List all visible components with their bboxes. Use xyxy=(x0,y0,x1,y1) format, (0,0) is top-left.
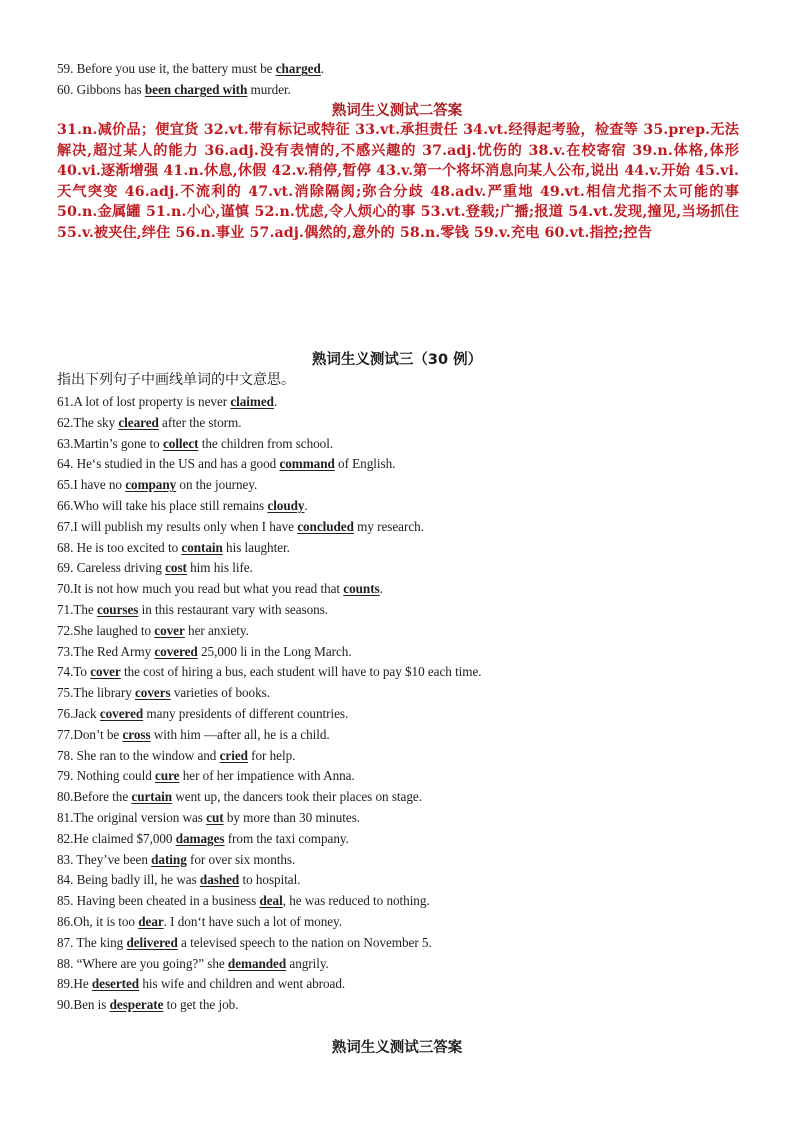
underlined-word: desperate xyxy=(109,997,164,1013)
underlined-word: cross xyxy=(122,726,151,742)
underlined-word: collect xyxy=(162,435,199,451)
underlined-word: cleared xyxy=(118,414,159,430)
underlined-word: cloudy xyxy=(267,497,305,513)
underlined-word: deal xyxy=(259,893,283,909)
question-line: 75.The library covers varieties of books. xyxy=(57,685,270,701)
question-line: 83. They’ve been dating for over six months. xyxy=(57,851,296,867)
answers2-text: 31.n.减价品；便宜货 32.vt.带有标记或特征 33.vt.承担责任 34.vt.经得起考验，检查等 35.prep.无法解决,超过某人的能力 36.adj.没有表情的,不感兴趣的 37.adj.忧伤的 38.v.在校寄宿 39.n.体格,体形 40.vi.逐渐增强 41.n.休息,休假 42.v.稍停,暂停 43.v.第一个将坏消息向某人公布,说出 44.v.开始 45.vi.天气突变 46.adj.不流利的 47.vt.消除隔阂;弥合分歧 48.adv.严重地 49.vt.相信尤指不太可能的事 50.n.金属罐 51.n.小心,谨慎 52.n.忧虑,令人烦心的事 53.vt.登载;广播;报道 54.vt.发现,撞见,当场抓住 55.v.被夹住,绊住 56.n.事业 57.adj.偶然的,意外的 58.n.零钱 59.v.充电 60.vt.指控;控告 xyxy=(57,122,739,241)
question-line-60: 60. Gibbons has been charged with murder. xyxy=(57,81,291,97)
test3-title: 熟词生义测试三（30 例） xyxy=(311,352,483,368)
question-line: 67.I will publish my results only when I have concluded my research. xyxy=(57,518,424,534)
question-line: 71.The courses in this restaurant vary with seasons. xyxy=(57,601,329,617)
question-line: 84. Being badly ill, he was dashed to hospital. xyxy=(57,872,301,888)
underlined-word: cover xyxy=(90,664,121,680)
underlined-word: cried xyxy=(219,747,248,763)
question-line: 63.Martin’s gone to collect the children from school. xyxy=(57,435,334,451)
question-line: 64. He‘s studied in the US and has a good command of English. xyxy=(57,456,396,472)
underlined-word: dashed xyxy=(199,872,240,888)
underlined-word: cover xyxy=(154,622,185,638)
underlined-word: counts xyxy=(343,581,380,597)
question-line: 73.The Red Army covered 25,000 li in the Long March. xyxy=(57,643,352,659)
question-line: 72.She laughed to cover her anxiety. xyxy=(57,622,249,638)
question-line: 62.The sky cleared after the storm. xyxy=(57,414,242,430)
underlined-word: cut xyxy=(206,809,224,825)
underlined-word: demanded xyxy=(227,955,287,971)
underlined-word: delivered xyxy=(126,934,178,950)
question-line: 89.He deserted his wife and children and went abroad. xyxy=(57,976,346,992)
question-line: 88. “Where are you going?” she demanded angrily. xyxy=(57,955,329,971)
underlined-word: damages xyxy=(175,830,225,846)
underlined-word: dear xyxy=(138,913,164,929)
underlined-word: cure xyxy=(155,768,180,784)
underlined-word: covered xyxy=(99,705,144,721)
question-line: 65.I have no company on the journey. xyxy=(57,477,258,493)
question-line: 82.He claimed $7,000 damages from the taxi company. xyxy=(57,830,349,846)
underlined-word: been charged with xyxy=(144,81,248,97)
question-line: 76.Jack covered many presidents of different countries. xyxy=(57,705,349,721)
answers3-title: 熟词生义测试三答案 xyxy=(331,1040,463,1056)
underlined-word: covered xyxy=(154,643,198,659)
underlined-word: covers xyxy=(135,685,171,701)
underlined-word: courses xyxy=(96,601,139,617)
answers2-title: 熟词生义测试二答案 xyxy=(331,103,463,119)
question-line: 69. Careless driving cost him his life. xyxy=(57,560,253,576)
underlined-word: command xyxy=(279,456,335,472)
underlined-word: concluded xyxy=(297,518,354,534)
test3-instruction: 指出下列句子中画线单词的中文意思。 xyxy=(57,372,295,388)
underlined-word: charged xyxy=(275,61,321,76)
question-line: 87. The king delivered a televised speech to the nation on November 5. xyxy=(57,934,432,950)
underlined-word: cost xyxy=(165,560,187,576)
underlined-word: contain xyxy=(181,539,223,555)
underlined-word: claimed xyxy=(230,394,274,409)
question-line: 66.Who will take his place still remains cloudy. xyxy=(57,497,308,513)
question-line: 90.Ben is desperate to get the job. xyxy=(57,997,239,1013)
question-line: 74.To cover the cost of hiring a bus, each student will have to pay $10 each time. xyxy=(57,664,482,680)
underlined-word: dating xyxy=(151,851,187,867)
underlined-word: deserted xyxy=(91,976,140,992)
question-line: 79. Nothing could cure her of her impatience with Anna. xyxy=(57,768,355,784)
underlined-word: company xyxy=(125,477,177,493)
question-line-59: 59. Before you use it, the battery must be charged. xyxy=(57,61,325,76)
question-line: 70.It is not how much you read but what you read that counts. xyxy=(57,581,383,597)
previous-questions xyxy=(57,59,747,101)
question-line: 77.Don’t be cross with him —after all, he is a child. xyxy=(57,726,330,742)
question-line: 61.A lot of lost property is never claimed. xyxy=(57,394,278,409)
question-line: 80.Before the curtain went up, the dancers took their places on stage. xyxy=(57,789,422,805)
question-line: 85. Having been cheated in a business deal, he was reduced to nothing. xyxy=(57,893,430,909)
question-line: 78. She ran to the window and cried for help. xyxy=(57,747,296,763)
question-line: 86.Oh, it is too dear. I don‘t have such a lot of money. xyxy=(57,913,342,929)
question-line: 81.The original version was cut by more than 30 minutes. xyxy=(57,809,361,825)
question-list xyxy=(57,392,747,1016)
question-line: 68. He is too excited to contain his laughter. xyxy=(57,539,290,555)
underlined-word: curtain xyxy=(131,789,173,805)
